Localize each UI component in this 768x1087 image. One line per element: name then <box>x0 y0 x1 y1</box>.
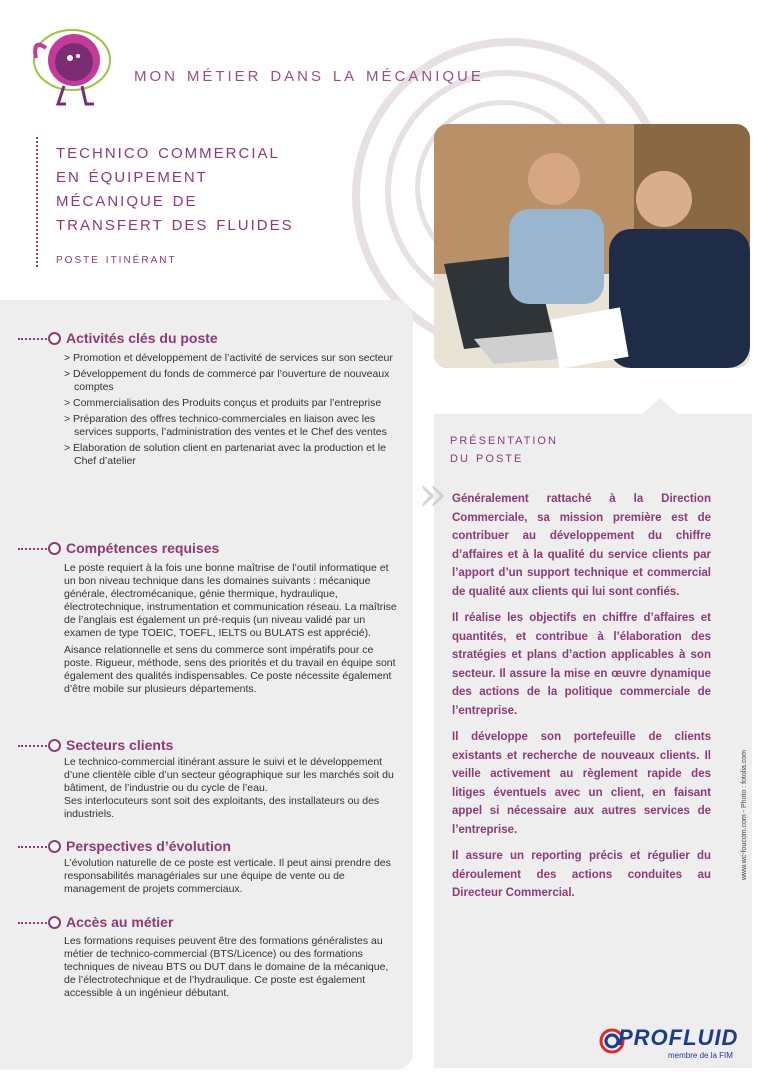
section-heading-activites: Activités clés du poste <box>66 330 218 346</box>
profluid-logo <box>598 1023 738 1063</box>
list-item: > Commercialisation des Produits conçus et produits par l’entreprise <box>64 397 382 409</box>
list-item: > Préparation des offres technico-commerciales en liaison avec les services supports, l’administration des ventes et le Chef des ventes <box>64 413 387 438</box>
competences-text <box>64 562 398 700</box>
section-heading-competences: Compétences requises <box>66 540 220 556</box>
job-subtitle: poste itinérant <box>56 250 177 266</box>
secteurs-text <box>64 756 398 825</box>
mascot-logo <box>26 18 116 108</box>
quote-icon: » <box>418 466 448 522</box>
section-bullet <box>48 840 61 853</box>
section-bullet <box>48 542 61 555</box>
paragraph: Il réalise les objectifs en chiffre d’affaires et quantités, et contribue à l’élaboration des stratégies et plans d’action applicables à son secteur. Il assure la mise en œuvre dynamique des actions de la politique commerciale de l’entreprise. <box>452 612 711 717</box>
list-item: > Promotion et développement de l’activité de services sur son secteur <box>64 352 393 364</box>
presentation-title: présentation du poste <box>450 431 558 466</box>
paragraph: Le technico-commercial itinérant assure le suivi et le développement d’une clientèle cible d’un secteur géographique sur les marchés soit du bâtiment, de l’industrie ou du cycle de l’eau. <box>64 756 394 794</box>
title-dotted-line <box>36 137 38 267</box>
header-title: mon métier dans la mécanique <box>134 63 484 86</box>
paragraph: Les formations requises peuvent être des formations généralistes au métier de technico-commercial (BTS/Licence) ou des formations techniques de niveau BTS ou DUT dans le domaine de la mécanique, de l’électrotechnique et de l’hydraulique. Ce poste est également accessible à un ingénieur débutant. <box>64 935 389 999</box>
paragraph: Ses interlocuteurs sont soit des exploitants, des installateurs ou des industriels. <box>64 795 380 820</box>
section-bullet <box>48 332 61 345</box>
office-photo <box>434 124 750 368</box>
logo-subtitle: membre de la FIM <box>668 1051 733 1060</box>
section-heading-perspectives: Perspectives d’évolution <box>66 838 231 854</box>
presentation-text <box>452 490 711 911</box>
list-item: > Elaboration de solution client en partenariat avec la production et le Chef d’atelier <box>64 442 386 467</box>
paragraph: Il développe son portefeuille de clients existants et recherche de nouveaux clients. Il veille activement au règlement rapide des litiges éventuels avec un client, en faisant appel si nécessaire aux autres services de l’entreprise. <box>452 731 711 836</box>
paragraph: L’évolution naturelle de ce poste est verticale. Il peut ainsi prendre des responsabilités managériales sur une équipe de vente ou de management de projets commerciaux. <box>64 857 391 895</box>
photo-credit: www.wc-foucom.com - Photo : fotolia.com <box>741 750 748 880</box>
paragraph: Généralement rattaché à la Direction Commerciale, sa mission première est de contribuer au développement du chiffre d’affaires et à la qualité du service clients par l’apport d’un support technique et commercial de qualité aux clients qui lui sont confiés. <box>452 493 711 598</box>
logo-name: PROFLUID <box>618 1025 739 1050</box>
job-title: technico commercial en équipement mécanique de transfert des fluides <box>56 140 294 235</box>
section-bullet <box>48 916 61 929</box>
speech-notch <box>640 398 680 416</box>
photo-illustration <box>434 124 750 368</box>
acces-text <box>64 935 398 1004</box>
list-item: > Développement du fonds de commerce par l’ouverture de nouveaux comptes <box>64 368 390 393</box>
activites-list <box>64 352 398 471</box>
perspectives-text <box>64 857 398 900</box>
section-bullet <box>48 739 61 752</box>
section-heading-secteurs: Secteurs clients <box>66 737 174 753</box>
paragraph: Le poste requiert à la fois une bonne maîtrise de l’outil informatique et un bon niveau technique dans les domaines suivants : mécanique générale, électromécanique, génie thermique, hydraulique, électrotechnique, instrumentation et communication réseau. La maîtrise de l’anglais est également un pré-requis (un niveau validé par un examen de type TOEIC, TOEFL, IELTS ou BULATS est apprécié). <box>64 562 397 639</box>
section-heading-acces: Accès au métier <box>66 914 174 930</box>
paragraph: Il assure un reporting précis et régulier du déroulement des actions conduites au Directeur Commercial. <box>452 850 711 899</box>
paragraph: Aisance relationnelle et sens du commerce sont impératifs pour ce poste. Rigueur, méthode, sens des priorités et du travail en équipe sont également des qualités indispensables. Ce poste nécessite également d’être mobile sur plusieurs départements. <box>64 644 396 695</box>
